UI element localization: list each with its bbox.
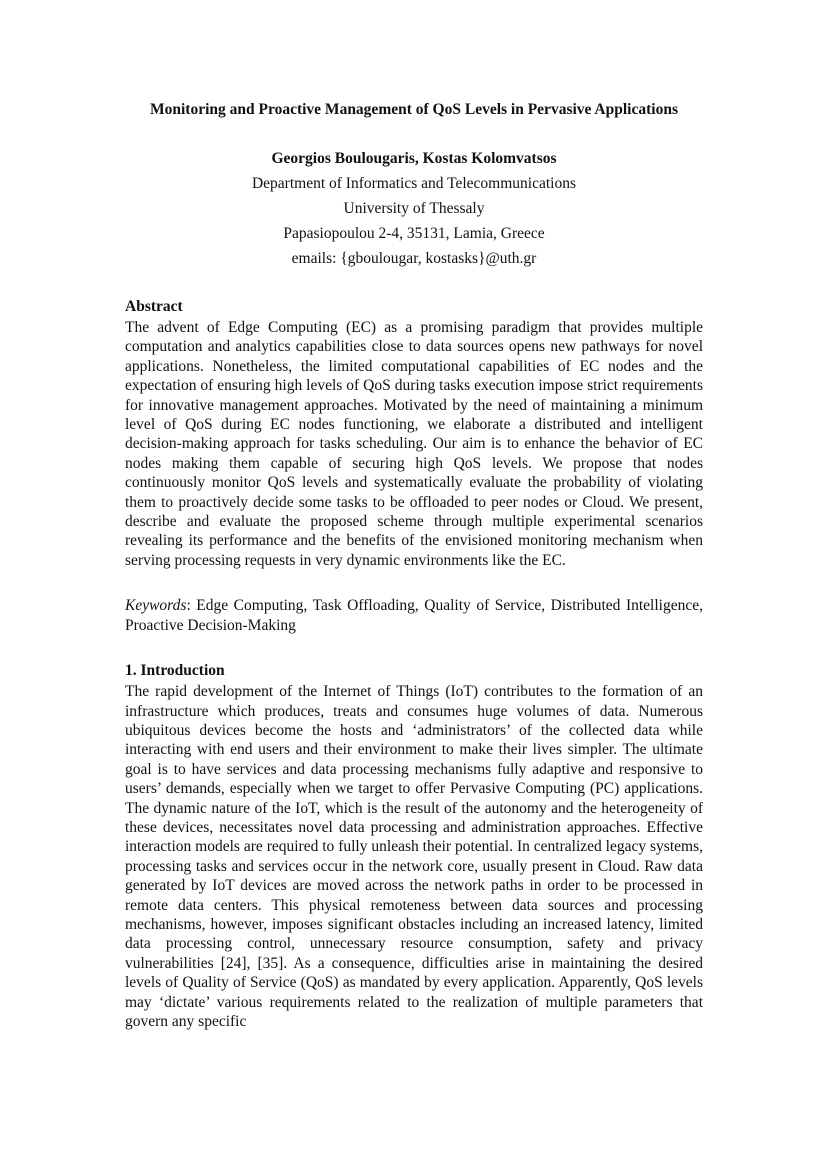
paper-authors: Georgios Boulougaris, Kostas Kolomvatsos (271, 150, 557, 167)
keywords-text: : Edge Computing, Task Offloading, Quality of Service, Distributed Intelligence, Proactive Decision-Making (125, 597, 703, 634)
affiliation-university: University of Thessaly (343, 200, 485, 217)
abstract-heading: Abstract (125, 298, 183, 315)
paper-title: Monitoring and Proactive Management of QoS Levels in Pervasive Applications (150, 101, 678, 118)
affiliation-department: Department of Informatics and Telecommunications (251, 175, 577, 192)
keywords-label: Keywords (125, 597, 187, 615)
keywords (125, 596, 703, 635)
introduction-text: The rapid development of the Internet of Things (IoT) contributes to the formation of an infrastructure which produces, treats and consumes huge volumes of data. Numerous ubiquitous devices become the hosts and ‘administrators’ of the collected data while interacting with end users and their environment to make their lives simpler. The ultimate goal is to have services and data processing mechanisms fully adaptive and responsive to users’ demands, especially when we target to offer Pervasive Computing (PC) applications. The dynamic nature of the IoT, which is the result of the autonomy and the heterogeneity of these devices, necessitates novel data processing and administration approaches. Effective interaction models are required to fully unleash their potential. In centralized legacy systems, processing tasks and services occur in the network core, usually present in Cloud. Raw data generated by IoT devices are moved across the network paths in order to be processed in remote data centers. This physical remoteness between data sources and processing mechanisms, however, imposes significant obstacles including an increased latency, limited data processing control, unnecessary resource consumption, safety and privacy vulnerabilities [24], [35]. As a consequence, difficulties arise in maintaining the desired levels of Quality of Service (QoS) as mandated by every application. Apparently, QoS levels may ‘dictate’ various requirements related to the realization of multiple parameters that govern any specific (125, 683, 703, 1030)
affiliation-emails: emails: {gboulougar, kostasks}@uth.gr (291, 250, 537, 267)
introduction-heading: 1. Introduction (125, 662, 225, 680)
affiliation-address: Papasiopoulou 2-4, 35131, Lamia, Greece (283, 225, 545, 242)
abstract-text: The advent of Edge Computing (EC) as a promising paradigm that provides multiple computation and analytics capabilities close to data sources opens new pathways for novel applications. Nonetheless, the limited computational capabilities of EC nodes and the expectation of ensuring high levels of QoS during tasks execution impose strict requirements for innovative management approaches. Motivated by the need of maintaining a minimum level of QoS during EC nodes functioning, we elaborate a distributed and intelligent decision-making approach for tasks scheduling. Our aim is to enhance the behavior of EC nodes making them capable of securing high QoS levels. We propose that nodes continuously monitor QoS levels and systematically evaluate the probability of violating them to proactively decide some tasks to be offloaded to peer nodes or Cloud. We present, describe and evaluate the proposed scheme through multiple experimental scenarios revealing its performance and the benefits of the envisioned monitoring mechanism when serving processing requests in very dynamic environments like the EC. (125, 319, 703, 569)
